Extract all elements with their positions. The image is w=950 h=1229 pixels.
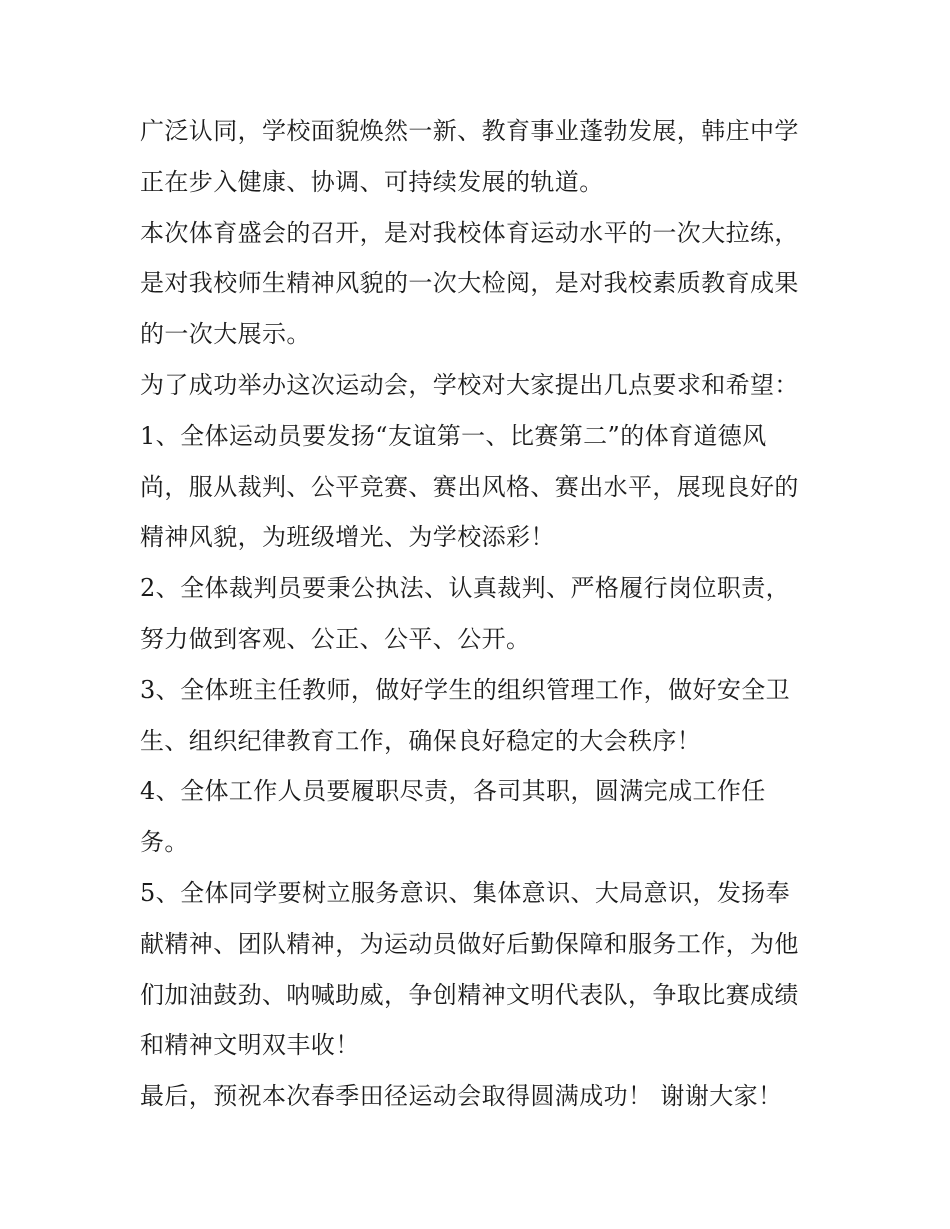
text-line: 生、组织纪律教育工作，确保良好稳定的大会秩序！ [140,726,702,755]
text-line: 努力做到客观、公正、公平、公开。 [140,624,531,653]
text-line: 正在步入健康、协调、可持续发展的轨道。 [140,167,604,196]
text-line: 4、全体工作人员要履职尽责，各司其职，圆满完成工作任 [140,777,766,806]
text-line: 精神风貌，为班级增光、为学校添彩！ [140,523,555,552]
text-line: 3、全体班主任教师，做好学生的组织管理工作，做好安全卫 [140,675,791,704]
text-line: 们加油鼓劲、呐喊助威，争创精神文明代表队，争取比赛成绩 [140,980,799,1009]
text-line: 尚，服从裁判、公平竞赛、赛出风格、赛出水平，展现良好的 [140,472,799,501]
text-line: 5、全体同学要树立服务意识、集体意识、大局意识，发扬奉 [140,878,791,907]
text-line: 是对我校师生精神风貌的一次大检阅，是对我校素质教育成果 [140,269,799,298]
text-line: 和精神文明双丰收！ [140,1031,360,1060]
text-line: 献精神、团队精神，为运动员做好后勤保障和服务工作，为他 [140,929,799,958]
text-line: 本次体育盛会的召开，是对我校体育运动水平的一次大拉练， [140,218,799,247]
text-line: 最后，预祝本次春季田径运动会取得圆满成功！ 谢谢大家！ [140,1082,783,1111]
text-line: 的一次大展示。 [140,320,311,349]
text-line: 1、全体运动员要发扬“友谊第一、比赛第二”的体育道德风 [140,421,767,450]
text-line: 广泛认同，学校面貌焕然一新、教育事业蓬勃发展，韩庄中学 [140,117,799,145]
text-line: 2、全体裁判员要秉公执法、认真裁判、严格履行岗位职责， [140,574,791,603]
document-body [140,106,820,1122]
text-line: 为了成功举办这次运动会，学校对大家提出几点要求和希望： [140,370,799,399]
text-line: 务。 [140,828,189,857]
